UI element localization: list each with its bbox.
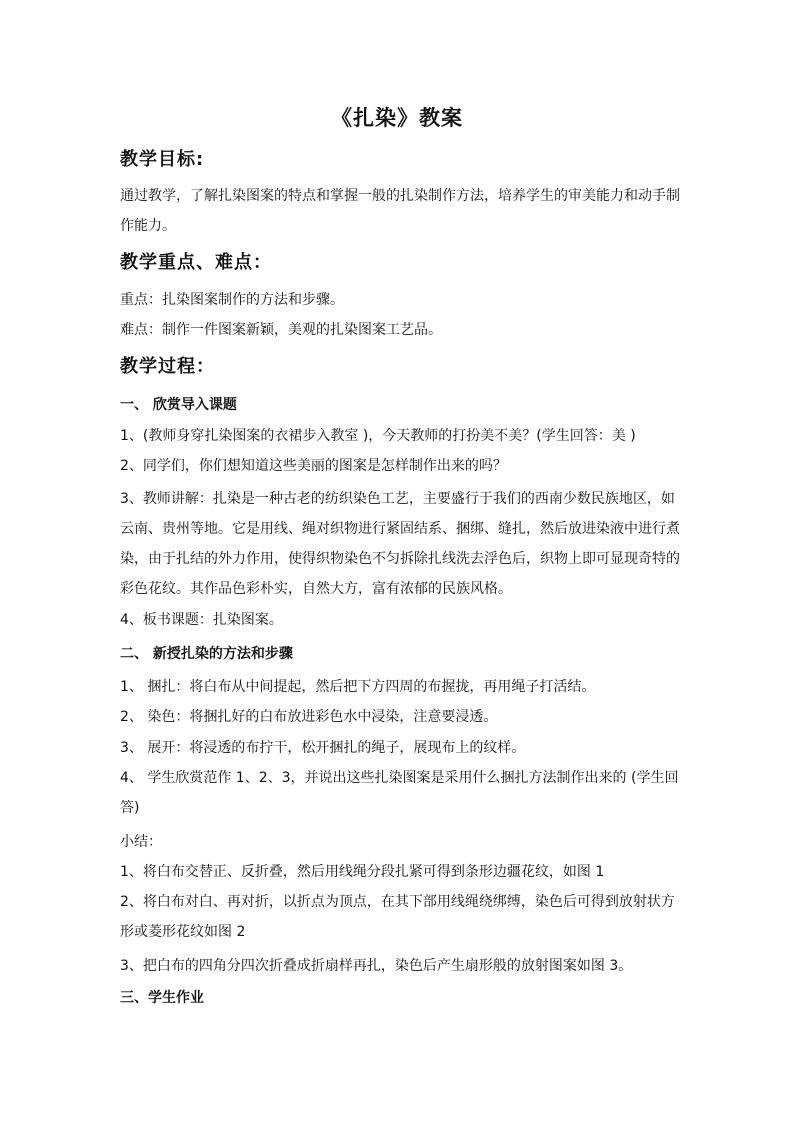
part2-item-4: 4、 学生欣赏范作 1、2、3，并说出这些扎染图案是采用什么捆扎方法制作出来的 (学生回答): [120, 770, 679, 816]
part1-item-3: 3、教师讲解：扎染是一种古老的纺织染色工艺，主要盛行于我们的西南少数民族地区，如云南、贵州等地。它是用线、绳对织物进行紧固结系、捆绑、缝扎，然后放进染液中进行煮染，由于扎结的外力作用，使得织物染色不匀拆除扎线洗去浮色后，织物上即可显现奇特的彩色花纹。其作品色彩朴实，自然大方，富有浓郁的民族风格。: [120, 491, 680, 597]
part1-item-1: 1、(教师身穿扎染图案的衣裙步入教室 )，今天教师的打扮美不美？(学生回答：美 ): [120, 428, 636, 444]
part1-heading: 一、 欣赏导入课题: [120, 397, 237, 413]
part2-item-1: 1、 捆扎：将白布从中间提起，然后把下方四周的布握拢，再用绳子打活结。: [120, 679, 596, 695]
document-title: 《扎染》教案: [331, 106, 463, 130]
difficulty-text: 难点：制作一件图案新颖，美观的扎染图案工艺品。: [120, 322, 442, 338]
key-points-heading: 教学重点、难点：: [120, 252, 272, 273]
part2-item-3: 3、 展开：将浸透的布拧干，松开捆扎的绳子，展现布上的纹样。: [120, 740, 526, 756]
summary-label: 小结：: [120, 834, 162, 850]
summary-item-1: 1、将白布交替正、反折叠，然后用线绳分段扎紧可得到条形边疆花纹，如图 1: [120, 864, 605, 880]
summary-item-2: 2、将白布对白、再对折，以折点为顶点，在其下部用线绳绕绑缚，染色后可得到放射状方形或菱形花纹如图 2: [120, 894, 675, 940]
part2-heading: 二、 新授扎染的方法和步骤: [120, 646, 293, 662]
process-heading: 教学过程：: [120, 356, 215, 377]
objectives-text: 通过教学，了解扎染图案的特点和掌握一般的扎染制作方法，培养学生的审美能力和动手制作能力。: [120, 188, 680, 234]
part2-item-2: 2、 染色：将捆扎好的白布放进彩色水中浸染，注意要浸透。: [120, 709, 498, 725]
summary-item-3: 3、把白布的四角分四次折叠成折扇样再扎，染色后产生扇形般的放射图案如图 3。: [120, 958, 633, 974]
part3-heading: 三、学生作业: [120, 990, 204, 1006]
part1-item-4: 4、板书课题：扎染图案。: [120, 612, 283, 628]
part1-item-2: 2、同学们，你们想知道这些美丽的图案是怎样制作出来的吗？: [120, 458, 507, 474]
objectives-heading: 教学目标:: [120, 149, 205, 170]
focus-text: 重点：扎染图案制作的方法和步骤。: [120, 292, 344, 308]
